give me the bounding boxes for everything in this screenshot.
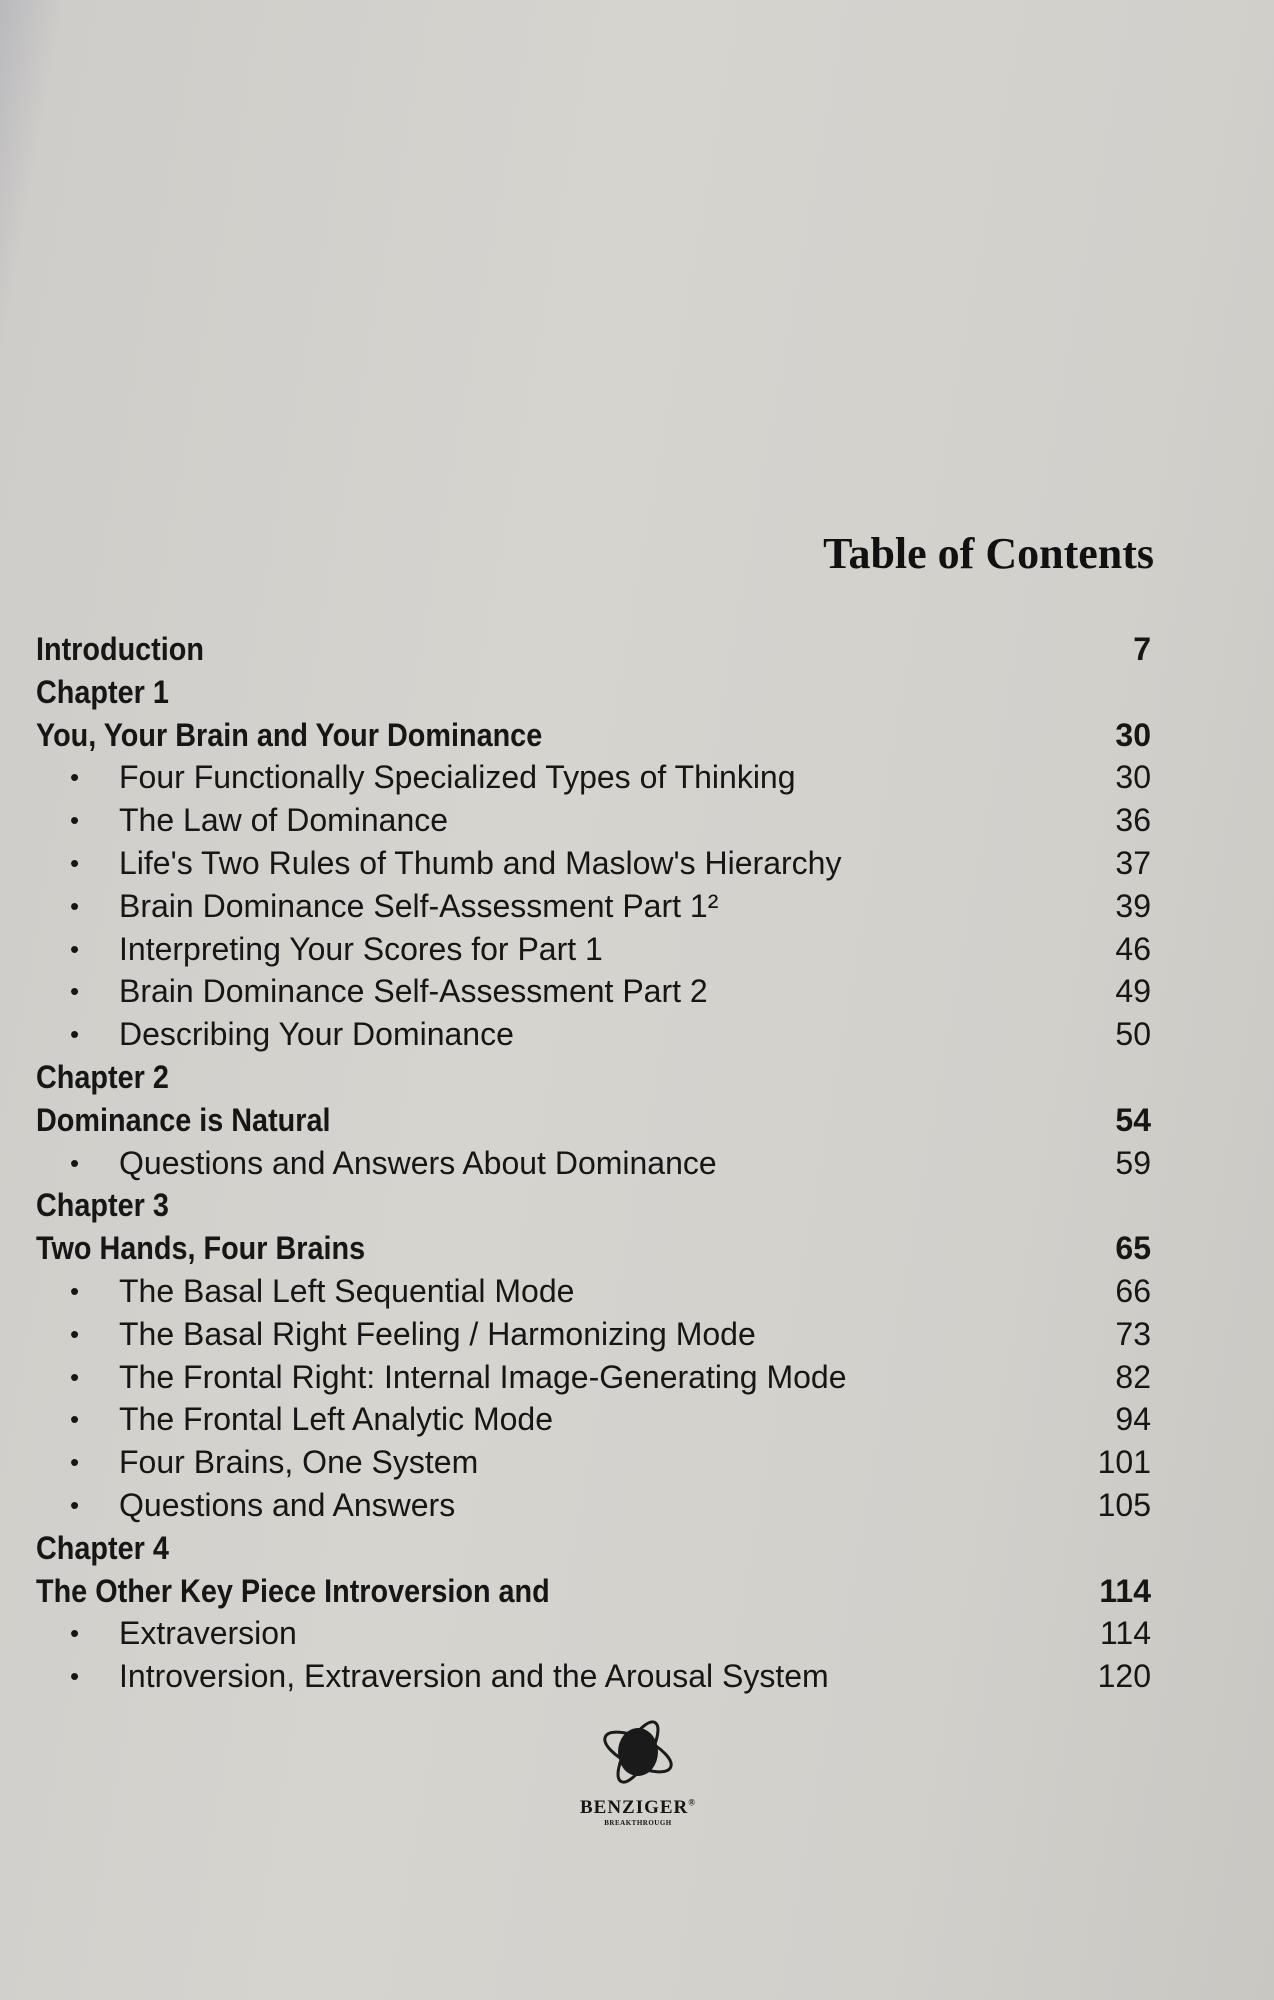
toc-entry [36, 671, 1151, 714]
toc-entry-label: Chapter 2 [36, 1058, 169, 1095]
toc-entry-page: 46 [1115, 930, 1151, 967]
benziger-logo [538, 1712, 738, 1827]
toc-entry-label: Brain Dominance Self-Assessment Part 1² [119, 887, 719, 924]
toc-entry-page: 59 [1115, 1144, 1151, 1181]
toc-entry-page: 36 [1115, 802, 1151, 839]
toc-entry-page: 30 [1115, 716, 1151, 753]
bullet-icon: • [70, 1318, 80, 1349]
bullet-icon: • [70, 847, 80, 878]
table-of-contents [36, 628, 1151, 1698]
toc-entry [36, 1570, 1151, 1613]
bullet-icon: • [70, 1447, 80, 1478]
bullet-icon: • [70, 1275, 80, 1306]
toc-entry-label: Four Brains, One System [119, 1444, 479, 1481]
bullet-icon: • [70, 805, 80, 836]
toc-entry [36, 756, 1151, 799]
toc-entry-label: Introduction [36, 631, 204, 667]
toc-entry [36, 928, 1151, 971]
toc-entry-label: The Frontal Right: Internal Image-Generating Mode [119, 1358, 847, 1395]
brain-globe-icon [593, 1712, 683, 1792]
toc-entry [36, 714, 1151, 757]
toc-entry-label: The Basal Left Sequential Mode [119, 1272, 575, 1309]
toc-entry-label: The Basal Right Feeling / Harmonizing Mode [119, 1315, 756, 1352]
toc-entry-page: 114 [1099, 1572, 1151, 1609]
toc-entry [36, 1527, 1151, 1570]
toc-entry [36, 628, 1151, 671]
toc-entry-page: 49 [1115, 973, 1151, 1010]
toc-entry [36, 1612, 1151, 1655]
toc-entry-page: 73 [1115, 1315, 1151, 1352]
toc-entry [36, 1099, 1151, 1142]
bullet-icon: • [70, 933, 80, 964]
toc-entry-label: Dominance is Natural [36, 1101, 331, 1138]
toc-entry-page: 120 [1097, 1658, 1151, 1695]
logo-name: BENZIGER [579, 1797, 689, 1818]
toc-entry-page: 39 [1115, 887, 1151, 924]
toc-entry-label: Chapter 1 [36, 673, 169, 710]
toc-entry [36, 1313, 1151, 1356]
toc-entry [36, 970, 1151, 1013]
toc-entry-label: Two Hands, Four Brains [36, 1230, 366, 1267]
bullet-icon: • [70, 1489, 80, 1520]
toc-entry [36, 1142, 1151, 1185]
toc-entry-page: 105 [1097, 1486, 1151, 1523]
toc-entry [36, 1356, 1151, 1399]
toc-entry-label: The Frontal Left Analytic Mode [119, 1401, 553, 1438]
toc-entry-label: Extraversion [119, 1615, 297, 1652]
toc-entry-label: The Other Key Piece Introversion and [36, 1572, 550, 1609]
toc-entry-page: 101 [1097, 1444, 1151, 1481]
toc-entry-page: 54 [1115, 1101, 1151, 1138]
bullet-icon: • [70, 1618, 80, 1649]
toc-entry-label: Describing Your Dominance [119, 1016, 514, 1053]
toc-entry [36, 1270, 1151, 1313]
toc-entry [36, 1013, 1151, 1056]
toc-entry-page: 94 [1115, 1401, 1151, 1438]
toc-entry-label: Questions and Answers About Dominance [119, 1144, 717, 1181]
toc-entry-label: Introversion, Extraversion and the Arousal System [119, 1658, 829, 1695]
toc-entry [36, 1441, 1151, 1484]
toc-entry [36, 1398, 1151, 1441]
bullet-icon: • [70, 1361, 80, 1392]
bullet-icon: • [70, 976, 80, 1007]
toc-entry-label: Questions and Answers [119, 1486, 456, 1523]
toc-entry-label: Interpreting Your Scores for Part 1 [119, 930, 603, 967]
toc-entry-label: Brain Dominance Self-Assessment Part 2 [119, 973, 708, 1010]
toc-entry-label: You, Your Brain and Your Dominance [36, 716, 543, 753]
toc-entry-label: The Law of Dominance [119, 802, 449, 839]
toc-entry [36, 1655, 1151, 1698]
toc-entry-page: 7 [1133, 631, 1151, 667]
bullet-icon: • [70, 1147, 80, 1178]
registered-mark: ® [688, 1797, 697, 1808]
toc-entry [36, 1184, 1151, 1227]
toc-entry-label: Chapter 4 [36, 1529, 169, 1566]
bullet-icon: • [70, 762, 80, 793]
bullet-icon: • [70, 890, 80, 921]
toc-entry [36, 1227, 1151, 1270]
logo-tagline: BREAKTHROUGH [604, 1819, 672, 1827]
bullet-icon: • [70, 1019, 80, 1050]
toc-entry-label: Life's Two Rules of Thumb and Maslow's Hierarchy [119, 844, 842, 881]
toc-entry-page: 82 [1115, 1358, 1151, 1395]
bullet-icon: • [70, 1661, 80, 1692]
toc-entry-page: 50 [1115, 1016, 1151, 1053]
toc-entry-label: Four Functionally Specialized Types of Thinking [119, 759, 796, 796]
page-title: Table of Contents [823, 529, 1154, 578]
toc-entry-page: 114 [1099, 1615, 1151, 1652]
toc-entry-page: 37 [1115, 844, 1151, 881]
toc-entry [36, 885, 1151, 928]
toc-entry [36, 1056, 1151, 1099]
toc-entry-page: 30 [1115, 759, 1151, 796]
bullet-icon: • [70, 1404, 80, 1435]
toc-entry-page: 66 [1115, 1272, 1151, 1309]
toc-entry [36, 842, 1151, 885]
toc-entry [36, 1484, 1151, 1527]
toc-entry-page: 65 [1115, 1230, 1151, 1267]
toc-entry-label: Chapter 3 [36, 1187, 169, 1224]
toc-entry [36, 799, 1151, 842]
